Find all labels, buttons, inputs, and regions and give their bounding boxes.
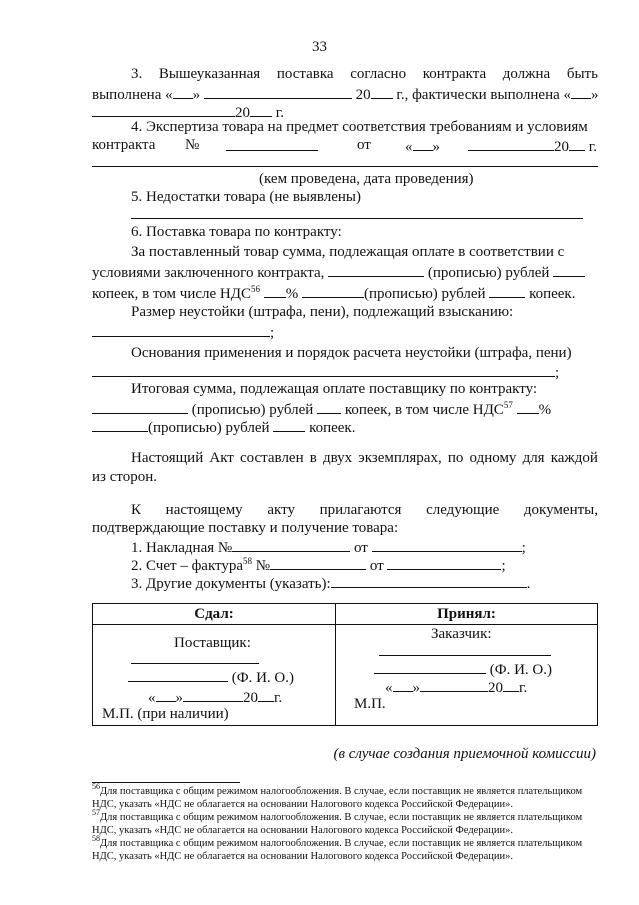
item6-line1: За поставленный товар сумма, подлежащая оплате в соответствии с <box>131 244 565 260</box>
penalty-line: ; <box>92 322 274 342</box>
footnote-56: $^{56}$Для поставщика с общим режимом налогообложения. В случае, если поставщик не является плательщиком НДС, указать «НДС не облагается на основании Налогового кодекса Российской Федерации». <box>92 782 583 810</box>
footnote-57: $^{57}$Для поставщика с общим режимом налогообложения. В случае, если поставщик не является плательщиком НДС, указать «НДС не облагается на основании Налогового кодекса Российской Федерации». <box>92 808 583 836</box>
item5-defects: 5. Недостатки товара (не выявлены) <box>131 189 362 205</box>
penalty-title: Размер неустойки (штрафа, пени), подлежащий взысканию: <box>131 304 514 320</box>
item4-number-blank <box>226 150 318 151</box>
attachment-tax-invoice: 2. Счет – фактура$^{58}$ № от ; <box>131 556 506 574</box>
customer-date: « » 20 г. <box>385 677 527 697</box>
handed-over-header: Сдал: <box>93 604 336 625</box>
supplier-stamp: М.П. (при наличии) <box>102 706 229 722</box>
supplier-fio: (Ф. И. О.) <box>128 667 294 687</box>
signature-table <box>92 603 598 726</box>
footnote-separator <box>92 782 240 783</box>
act-copies-line1: Настоящий Акт составлен в двух экземплярах, по одному для каждой <box>131 450 598 466</box>
item4-date-year: 20 г. <box>468 136 597 156</box>
item3-line3: 20 г. <box>92 102 284 122</box>
total-line2: (прописью) рублей копеек, в том числе НДС$^{57}$ % <box>92 399 551 419</box>
attachment-other: 3. Другие документы (указать): . <box>131 573 530 593</box>
total-line3: (прописью) рублей копеек. <box>92 417 355 437</box>
total-title: Итоговая сумма, подлежащая оплате поставщику по контракту: <box>131 381 538 397</box>
item4-line1: 4. Экспертиза товара на предмет соответствия требованиям и условиям <box>131 119 588 135</box>
commission-note: (в случае создания приемочной комиссии) <box>333 746 596 762</box>
item6-title: 6. Поставка товара по контракту: <box>131 224 342 240</box>
item3-line2: выполнена « » 20 г., фактически выполнена « » <box>92 84 599 104</box>
customer-cell <box>336 625 598 726</box>
supplier-date: « » 20 г. <box>148 687 282 707</box>
basis-title: Основания применения и порядок расчета неустойки (штрафа, пени) <box>131 345 572 361</box>
page-number: 33 <box>312 39 327 55</box>
item6-line2: условиями заключенного контракта, (прописью) рублей <box>92 262 585 282</box>
item4-from: от <box>357 137 371 153</box>
attachments-line1: К настоящему акту прилагаются следующие документы, <box>131 502 598 518</box>
customer-signature-line <box>379 655 551 656</box>
attachments-line2: подтверждающие поставку и получение товара: <box>92 520 399 536</box>
customer-stamp: М.П. <box>354 696 386 712</box>
accepted-header: Принял: <box>336 604 598 625</box>
supplier-label: Поставщик: <box>174 635 251 651</box>
act-copies-line2: из сторон. <box>92 469 157 485</box>
item5-line <box>131 218 583 219</box>
customer-label: Заказчик: <box>431 626 492 642</box>
item4-conducted-line <box>92 166 598 167</box>
item4-caption: (кем проведена, дата проведения) <box>259 171 474 187</box>
customer-fio: (Ф. И. О.) <box>374 659 552 679</box>
item6-line3: копеек, в том числе НДС$^{56}$ % (прописью) рублей копеек. <box>92 284 576 302</box>
item4-contract-word: контракта <box>92 137 156 153</box>
supplier-signature-line <box>131 663 259 664</box>
basis-line: ; <box>92 362 559 382</box>
footnote-58: $^{58}$Для поставщика с общим режимом налогообложения. В случае, если поставщик не является плательщиком НДС, указать «НДС не облагается на основании Налогового кодекса Российской Федерации». <box>92 834 583 862</box>
item4-date-day: « » <box>405 136 440 156</box>
item4-number-sign: № <box>185 137 200 153</box>
item3-line1: 3. Вышеуказанная поставка согласно контракта должна быть <box>131 66 598 82</box>
supplier-cell <box>93 625 336 726</box>
attachment-invoice: 1. Накладная № от ; <box>131 537 526 557</box>
